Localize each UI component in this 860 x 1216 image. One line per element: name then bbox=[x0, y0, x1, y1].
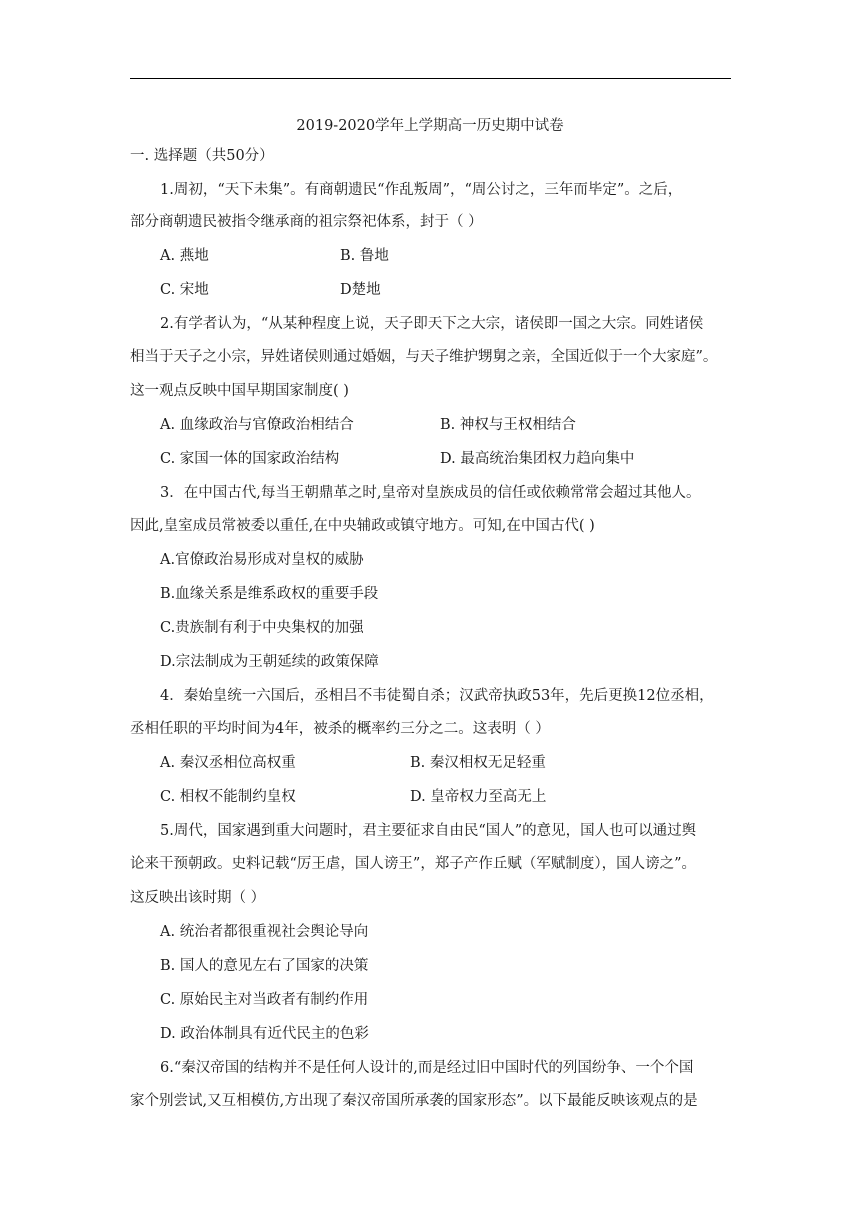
q1-option-a: A. 燕地 bbox=[160, 248, 209, 264]
q1-option-c: C. 宋地 bbox=[160, 282, 209, 298]
q2-stem-line2: 相当于天子之小宗，异姓诸侯则通过婚姻，与天子维护甥舅之亲，全国近似于一个大家庭”。 bbox=[130, 349, 718, 365]
q5-stem-line1: 5.周代，国家遇到重大问题时，君主要征求自由民“国人”的意见，国人也可以通过舆 bbox=[160, 823, 697, 839]
q1-stem-line2: 部分商朝遗民被指令继承商的祖宗祭祀体系，封于（ ） bbox=[130, 214, 483, 230]
q3-option-b: B.血缘关系是维系政权的重要手段 bbox=[160, 586, 379, 602]
q2-stem-line3: 这一观点反映中国早期国家制度( ) bbox=[130, 383, 349, 399]
q4-option-b: B. 秦汉相权无足轻重 bbox=[410, 755, 546, 771]
q3-option-c: C.贵族制有利于中央集权的加强 bbox=[160, 620, 364, 636]
q2-stem-line1: 2.有学者认为，“从某种程度上说，天子即天下之大宗，诸侯即一国之大宗。同姓诸侯 bbox=[160, 316, 704, 332]
q5-option-c: C. 原始民主对当政者有制约作用 bbox=[160, 992, 369, 1008]
q4-option-d: D. 皇帝权力至高无上 bbox=[410, 789, 547, 805]
q3-stem-line2: 因此,皇室成员常被委以重任,在中央辅政或镇守地方。可知,在中国古代( ) bbox=[130, 518, 595, 534]
q5-option-a: A. 统治者都很重视社会舆论导向 bbox=[160, 924, 369, 940]
q1-option-d: D楚地 bbox=[340, 282, 381, 298]
q3-option-d: D.宗法制成为王朝延续的政策保障 bbox=[160, 654, 379, 670]
q5-stem-line2: 论来干预朝政。史料记载“厉王虐，国人谤王”，郑子产作丘赋（军赋制度），国人谤之”。 bbox=[130, 856, 696, 872]
q5-stem-line3: 这反映出该时期（ ） bbox=[130, 890, 266, 906]
q1-stem-line1: 1.周初，“天下未集”。有商朝遗民“作乱叛周”，“周公讨之，三年而毕定”。之后， bbox=[160, 182, 683, 198]
q2-option-c: C. 家国一体的国家政治结构 bbox=[160, 451, 340, 467]
q6-stem-line1: 6.“秦汉帝国的结构并不是任何人设计的,而是经过旧中国时代的列国纷争、一个个国 bbox=[160, 1060, 694, 1076]
q2-option-b: B. 神权与王权相结合 bbox=[440, 417, 576, 433]
q4-stem-line1: 4．秦始皇统一六国后，丞相吕不韦徒蜀自杀；汉武帝执政53年，先后更换12位丞相， bbox=[160, 688, 714, 704]
q6-stem-line2: 家个别尝试,又互相模仿,方出现了秦汉帝国所承袭的国家形态”。以下最能反映该观点的是 bbox=[130, 1093, 698, 1109]
q2-option-a: A. 血缘政治与官僚政治相结合 bbox=[160, 417, 354, 433]
header-rule bbox=[130, 78, 731, 79]
q4-stem-line2: 丞相任职的平均时间为4年，被杀的概率约三分之二。这表明（ ） bbox=[130, 721, 550, 737]
q2-option-d: D. 最高统治集团权力趋向集中 bbox=[440, 451, 635, 467]
q4-option-a: A. 秦汉丞相位高权重 bbox=[160, 755, 296, 771]
exam-title: 2019-2020学年上学期高一历史期中试卷 bbox=[296, 118, 564, 134]
q3-stem-line1: 3．在中国古代,每当王朝鼎革之时,皇帝对皇族成员的信任或依赖常常会超过其他人。 bbox=[160, 485, 701, 501]
q1-option-b: B. 鲁地 bbox=[340, 248, 389, 264]
section-heading: 一. 选择题（共50分） bbox=[130, 148, 274, 164]
q3-option-a: A.官僚政治易形成对皇权的威胁 bbox=[160, 552, 364, 568]
q4-option-c: C. 相权不能制约皇权 bbox=[160, 789, 296, 805]
q5-option-b: B. 国人的意见左右了国家的决策 bbox=[160, 958, 369, 974]
q5-option-d: D. 政治体制具有近代民主的色彩 bbox=[160, 1026, 369, 1042]
